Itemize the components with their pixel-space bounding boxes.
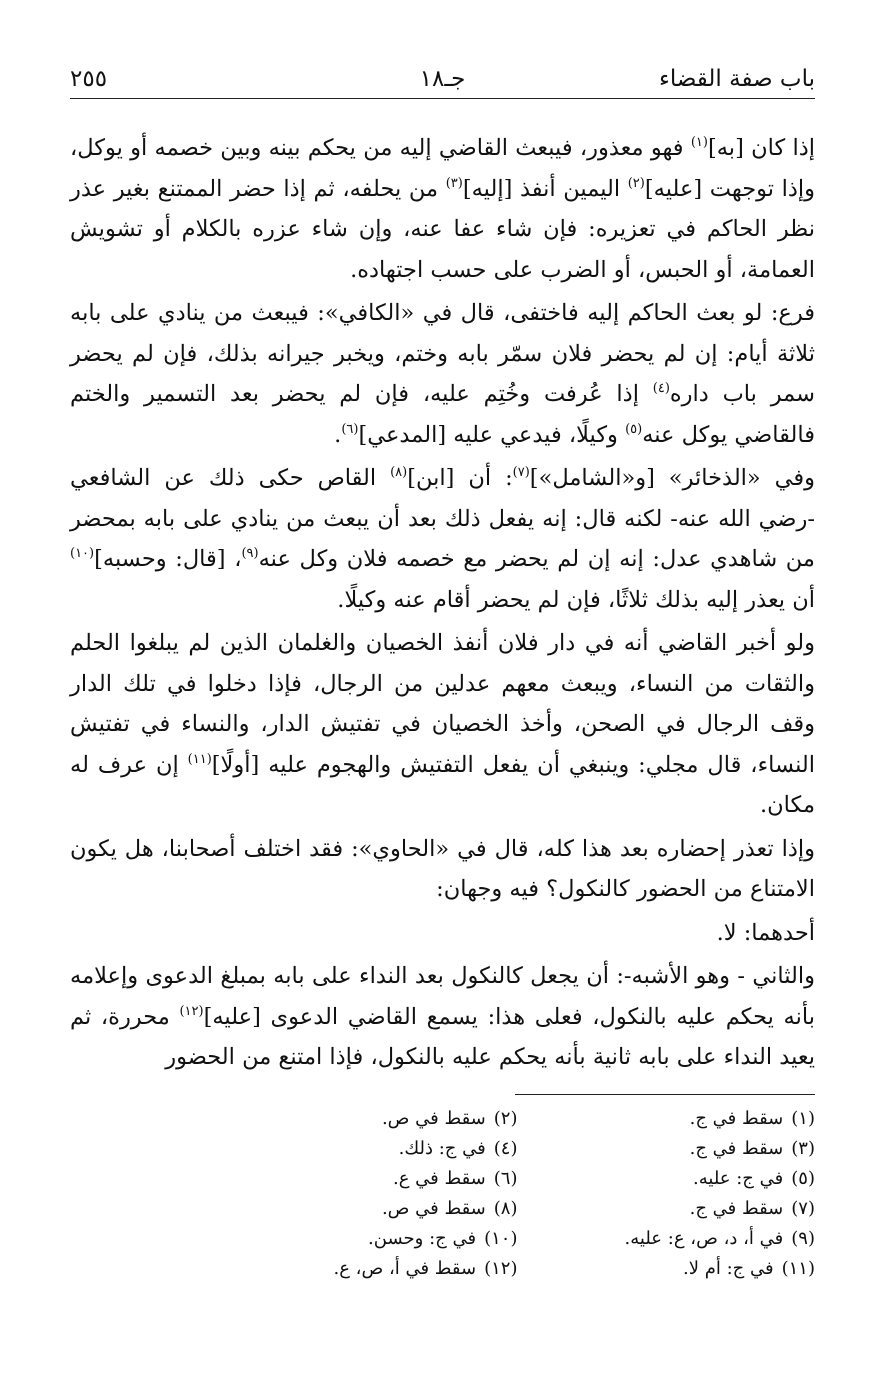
- paragraph: [70, 913, 815, 954]
- paragraph: [70, 293, 815, 455]
- text-run: فرع: لو بعث الحاكم إليه فاختفى، قال في «الكافي»: فيبعث من ينادي على بابه ثلاثة أيام: إن لم يحضر فلان سمّر بابه وختم، ويخبر جيرانه بذلك، فإن لم يحضر سمر باب داره: [70, 300, 815, 407]
- footnote: [518, 1104, 816, 1134]
- text-run: أحدهما: لا.: [716, 919, 815, 946]
- footnote: [220, 1224, 518, 1254]
- footnote: [220, 1194, 518, 1224]
- footnote-reference[interactable]: (٥): [625, 421, 643, 437]
- footnote-reference[interactable]: (٩): [241, 546, 259, 561]
- footnote-reference[interactable]: (٨): [390, 465, 408, 480]
- footnote-number: (٩): [791, 1228, 815, 1249]
- footnote-text: سقط في ج.: [689, 1198, 784, 1219]
- text-run: : أن [ابن]: [407, 465, 513, 491]
- text-run: وكيلًا، فيدعي عليه [المدعي]: [358, 421, 626, 448]
- footnote-number: (١٢): [484, 1258, 518, 1279]
- text-run: إن عرف له مكان.: [70, 751, 815, 818]
- footnote-divider: [515, 1094, 815, 1095]
- main-text: [70, 128, 815, 1081]
- footnote-text: في ج: عليه.: [693, 1168, 784, 1189]
- footnote-text: سقط في ص.: [381, 1198, 486, 1219]
- footnote: [518, 1254, 816, 1284]
- text-run: محررة، ثم يعيد النداء على بابه ثانية بأنه يحكم عليه بالنكول، فإذا امتنع من الحضور: [70, 1003, 815, 1070]
- paragraph: [70, 956, 815, 1078]
- text-run: والثاني - وهو الأشبه-: أن يجعل كالنكول بعد النداء على بابه بمبلغ الدعوى وإعلامه بأنه يحكم عليه بالنكول، فعلى هذا: يسمع القاضي الدعوى [عليه]: [70, 963, 815, 1030]
- footnote: [518, 1224, 816, 1254]
- chapter-title: باب صفة القضاء: [659, 66, 815, 92]
- text-run: إذا عُرفت وخُتِم عليه، فإن لم يحضر بعد التسمير والختم فالقاضي يوكل عنه: [70, 381, 815, 448]
- footnote-reference[interactable]: (٢): [627, 175, 645, 191]
- text-run: وإذا تعذر إحضاره بعد هذا كله، قال في «الحاوي»: فقد اختلف أصحابنا، هل يكون الامتناع من الحضور كالنكول؟ فيه وجهان:: [70, 835, 815, 902]
- text-run: القاص حكى ذلك عن الشافعي -رضي الله عنه- لكنه قال: إنه يفعل ذلك بعد أن يبعث من ينادي على بابه بمحضر من شاهدي عدل: إنه إن لم يحضر مع خصمه فلان وكل عنه: [70, 465, 815, 572]
- footnote-reference[interactable]: (٧): [512, 465, 530, 480]
- footnote-text: سقط في ع.: [392, 1168, 486, 1189]
- footnote: [518, 1164, 816, 1194]
- footnote-reference[interactable]: (١١): [187, 751, 212, 767]
- text-run: اليمين أنفذ [إليه]: [462, 175, 628, 202]
- paragraph: [70, 829, 815, 910]
- footnote-reference[interactable]: (١): [690, 135, 708, 150]
- paragraph: [70, 128, 815, 290]
- text-run: .: [334, 421, 342, 448]
- paragraph: [70, 623, 815, 826]
- text-run: ، [قال: وحسبه]: [94, 546, 242, 572]
- text-run: ولو أخبر القاضي أنه في دار فلان أنفذ الخصيان والغلمان الذين لم يبلغوا الحلم والثقات من النساء، ويبعث معهم عدلين من الرجال، فإذا دخلوا في تلك الدار وقف الرجال في الصحن، وأخذ الخصيان في تفتيش الدار، والنساء في تفتيش النساء، قال مجلي: وينبغي أن يفعل التفتيش والهجوم عليه [أولًا]: [70, 630, 815, 778]
- footnote-reference[interactable]: (٣): [445, 175, 463, 191]
- footnote-text: في أ، د، ص، ع: عليه.: [624, 1228, 784, 1249]
- text-run: إذا كان [به]: [707, 135, 815, 161]
- footnote-text: سقط في ص.: [381, 1108, 486, 1129]
- footnote: [518, 1194, 816, 1224]
- footnote-number: (١): [791, 1108, 815, 1129]
- footnote-number: (٤): [493, 1138, 518, 1159]
- page-number: ٢٥٥: [70, 66, 108, 92]
- text-run: من يحلفه، ثم إذا حضر الممتنع بغير عذر نظر الحاكم في تعزيره: فإن شاء عفا عنه، وإن شاء عزره بالكلام أو تشويش العمامة، أو الحبس، أو الضرب على حسب اجتهاده.: [70, 175, 815, 283]
- footnote-text: في ج: وحسن.: [368, 1228, 477, 1249]
- footnote-text: سقط في ج.: [689, 1138, 784, 1159]
- footnote-reference[interactable]: (١٠): [70, 546, 95, 561]
- footnote-number: (٧): [791, 1198, 815, 1219]
- text-run: فهو معذور، فيبعث القاضي إليه من يحكم بينه وبين خصمه أو يوكل، وإذا توجهت [عليه]: [70, 135, 816, 202]
- footnote-reference[interactable]: (١٢): [179, 1003, 204, 1019]
- text-run: وفي «الذخائر» [و«الشامل»]: [529, 465, 816, 491]
- footnote-text: في ج: ذلك.: [398, 1138, 486, 1159]
- footnote-number: (٨): [493, 1198, 518, 1219]
- footnote-text: سقط في أ، ص، ع.: [333, 1258, 477, 1279]
- footnote-number: (٣): [791, 1138, 815, 1159]
- volume-number: جـ١٨: [419, 66, 466, 92]
- paragraph: [70, 458, 815, 620]
- footnote: [220, 1164, 518, 1194]
- footnote-number: (٥): [791, 1168, 815, 1189]
- footnote: [220, 1254, 518, 1284]
- text-run: أن يعذر إليه بذلك ثلاثًا، فإن لم يحضر أقام عنه وكيلًا.: [337, 586, 815, 613]
- footnote-number: (١٠): [484, 1228, 518, 1249]
- footnote: [518, 1134, 816, 1164]
- footnote-number: (٢): [493, 1108, 518, 1129]
- footnote-number: (١١): [781, 1258, 815, 1279]
- footnote-number: (٦): [493, 1168, 518, 1189]
- footnote-reference[interactable]: (٦): [341, 421, 359, 437]
- footnote-text: في ج: أم لا.: [683, 1258, 774, 1279]
- footnote: [220, 1104, 518, 1134]
- footnotes: [220, 1104, 815, 1284]
- footnote: [220, 1134, 518, 1164]
- footnote-reference[interactable]: (٤): [652, 381, 670, 396]
- footnote-text: سقط في ج.: [689, 1108, 784, 1129]
- running-header: [70, 62, 815, 99]
